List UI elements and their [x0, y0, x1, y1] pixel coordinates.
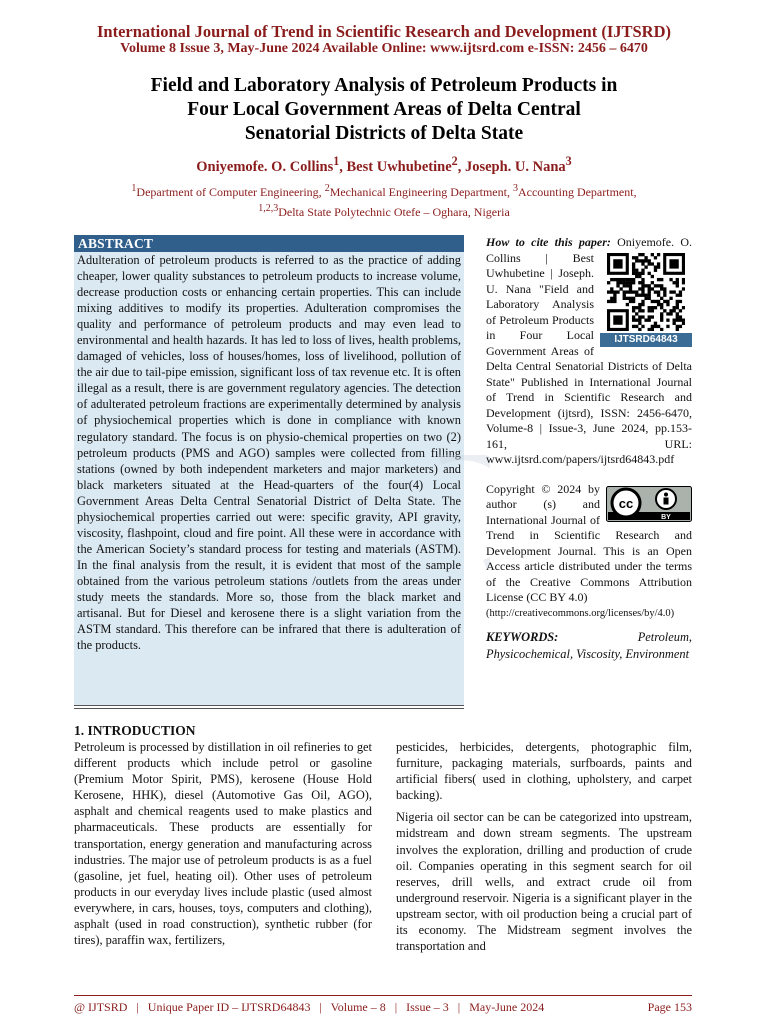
- qr-code-icon: [607, 253, 685, 331]
- affiliation-sup: 1: [131, 183, 137, 194]
- qr-code[interactable]: [600, 253, 692, 351]
- by-logo-text: BY: [661, 513, 671, 521]
- title-line: Four Local Government Areas of Delta Central: [187, 99, 581, 120]
- intro-paragraph: Nigeria oil sector can be can be categorized into upstream, midstream and down stream segments. The upstream involves the exploration, drilling and production of crude oil. Companies operating in this segment search for oil reserves, drill wells, and extract crude oil from underground reservoir. Nigeria is a significant player in the upstream sector, with oil production being a crucial part of its economy. The Midstream segment involves the transportation and: [396, 810, 692, 954]
- intro-paragraph: pesticides, herbicides, detergents, photographic film, furniture, packaging materials, surfboards, paints and artificial fibers( used in clothing, upholstery, and carpet backing).: [396, 740, 692, 803]
- introduction-right-column: [396, 739, 692, 960]
- keywords-label: KEYWORDS:: [486, 630, 559, 644]
- cc-logo-text: cc: [618, 495, 634, 511]
- affiliation-text: Delta State Polytechnic Otefe – Oghara, Nigeria: [278, 205, 510, 219]
- affiliation-sup: 1,2,3: [258, 203, 279, 214]
- keywords-text: Petroleum, Physicochemical, Viscosity, Environment: [486, 630, 692, 661]
- abstract-heading: ABSTRACT: [74, 235, 464, 252]
- journal-seal-watermark: [430, 455, 490, 575]
- keywords-block: [486, 629, 692, 663]
- affiliation-institution: [0, 201, 768, 220]
- author-sup: 1: [333, 154, 340, 168]
- page-number: Page 153: [647, 1000, 692, 1014]
- citation-column: [486, 235, 692, 663]
- citation-text: Oniyemofe. O. Collins | Best Uwhubetine | Joseph. U. Nana "Field and Laboratory Analysis of Petroleum Products in Four Local Government Areas of Delta Central Senatorial Districts of Delta State" Published in International Journal of Trend in Scientific Research and Development (ijtsrd), ISSN: 2456-6470, Volume-8 | Issue-3, June 2024, pp.153-161, URL: www.ijtsrd.com/papers/ijtsrd64843.pdf: [486, 235, 693, 466]
- cc-by-icon: [606, 486, 692, 522]
- license-link[interactable]: (http://creativecommons.org/licenses/by/4.0): [486, 607, 675, 619]
- author-name: Best Uwhubetine: [346, 158, 452, 175]
- introduction-left-column: [74, 739, 372, 948]
- footer-info: @ IJTSRD | Unique Paper ID – IJTSRD64843 | Volume – 8 | Issue – 3 | May-June 2024: [74, 1000, 545, 1014]
- journal-name: International Journal of Trend in Scientific Research and Development (IJTSRD): [97, 22, 671, 41]
- author-sup: 3: [565, 154, 572, 168]
- paper-id-badge: IJTSRD64843: [600, 333, 692, 347]
- citation-label: How to cite this paper:: [486, 235, 611, 249]
- seal-watermark-icon: [430, 455, 490, 575]
- introduction-heading: 1. INTRODUCTION: [74, 723, 196, 738]
- affiliation-text: Mechanical Engineering Department,: [329, 185, 513, 199]
- affiliation-text: Department of Computer Engineering,: [136, 185, 325, 199]
- cc-by-badge[interactable]: [606, 486, 692, 522]
- title-line: Senatorial Districts of Delta State: [244, 123, 524, 144]
- author-list: Oniyemofe. O. Collins$^1$, Best Uwhubetine$^2$, Joseph. U. Nana$^3$: [196, 154, 572, 175]
- affiliation-sup: 2: [324, 183, 330, 194]
- footer-divider: [74, 995, 692, 996]
- abstract-text: Adulteration of petroleum products is referred to as the practice of adding cheaper, lower quality substances to petroleum products to increase volume, decrease production costs or enhancing certain properties. This can include mixing additives to modify its properties. Adulteration compromises the quality and performance of petroleum products and may even lead to environmental and health hazards. It has led to loss of lives, health problems, damaged of vehicles, loss of houses/homes, loss of livelihood, pollution of the air due to tail-pipe emission, significant loss of tax revenue etc. It is often illegal as a result, there is are government regulatory agencies. The detection of adulterated petroleum fractions are experimentally determined by analysis of physiochemical properties which is done in compliance with known regulatory standard. The focus is on physio-chemical properties on two (2) petroleum products (PMS and AGO) samples were collected from filling stations (owned by both independent marketers and major marketers) and black marketers situated at the Head-quarters of the four(4) Local Government Areas Delta Central Senatorial District of Delta State. The physiochemical properties carried out were: specific gravity, API gravity, viscosity, flashpoint, cloud and fire point. All these were in accordance with the American Society’s standard process for testing and materials (ASTM). In the final analysis from the result, it is evident that most of the sample obtained from the various petroleum stations /outlets from the areas under study meets the standards. More so, those from the black market and artisanal. But for Diesel and kerosene there is a slight variation from the ASTM standard. This therefore can be infrared that there is adulteration of the products.: [77, 253, 461, 653]
- paper-title: [84, 74, 684, 146]
- section-divider: [74, 708, 464, 709]
- title-line: Field and Laboratory Analysis of Petroleum Products in: [150, 75, 618, 96]
- copyright-text: Copyright © 2024 by author (s) and International Journal of Trend in Scientific Research and Development Journal. This is an Open Access article distributed under the terms of the Creative Commons Attribution License (CC BY 4.0): [486, 481, 692, 604]
- author-name: Oniyemofe. O. Collins: [196, 158, 334, 175]
- affiliation-text: Accounting Department,: [517, 185, 637, 199]
- copyright-block: [486, 482, 692, 622]
- author-name: Joseph. U. Nana: [464, 158, 566, 175]
- intro-paragraph: Petroleum is processed by distillation in oil refineries to get different products which include petrol or gasoline (Premium Motor Spirit, PMS), kerosene (House Hold Kerosene, HHK), diesel (Automotive Gas Oil, AGO), asphalt and chemical reagents used to make plastics and pharmaceuticals. These products are essentially for transportation, energy generation and manufacturing across industries. The major use of petroleum products is as a fuel (gasoline, jet fuel, heating oil). Other uses of petroleum products in our everyday lives include plastic (used almost everywhere, in cars, houses, toys, computers and clothing), asphalt (used in road construction), synthetic rubber (for tires), paraffin wax, fertilizers,: [74, 740, 372, 948]
- journal-issue-line: Volume 8 Issue 3, May-June 2024 Available Online: www.ijtsrd.com e-ISSN: 2456 – 6470: [120, 41, 648, 56]
- citation-block: [486, 235, 692, 468]
- abstract-box: [74, 235, 464, 706]
- affiliation-departments: [0, 181, 768, 200]
- affiliation-sup: 3: [512, 183, 518, 194]
- author-sup: 2: [451, 154, 458, 168]
